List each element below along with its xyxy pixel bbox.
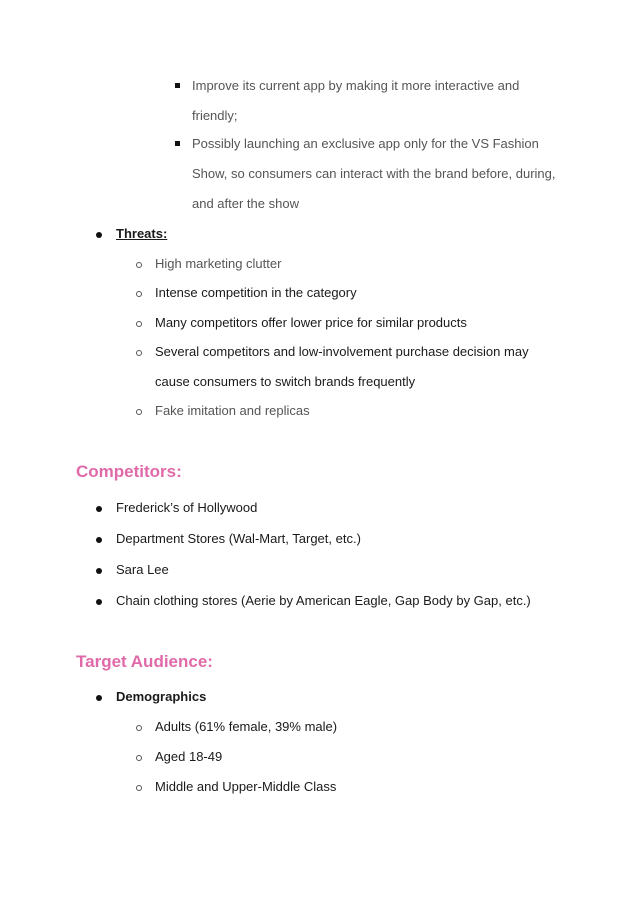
threat-item: Intense competition in the category xyxy=(155,285,357,300)
opportunity-item-continuation: Show, so consumers can interact with the brand before, during, xyxy=(192,166,556,181)
circle-bullet-icon xyxy=(136,262,142,268)
bullet-dot-icon xyxy=(96,537,102,543)
bullet-dot-icon xyxy=(96,599,102,605)
demographic-item: Middle and Upper-Middle Class xyxy=(155,779,337,794)
bullet-dot-icon xyxy=(96,232,102,238)
demographic-item: Aged 18-49 xyxy=(155,749,223,764)
circle-bullet-icon xyxy=(136,785,142,791)
circle-bullet-icon xyxy=(136,321,142,327)
threat-item: Fake imitation and replicas xyxy=(155,403,310,418)
opportunity-item: Improve its current app by making it more interactive and xyxy=(192,78,520,93)
competitor-item: Frederick’s of Hollywood xyxy=(116,500,258,515)
demographic-item: Adults (61% female, 39% male) xyxy=(155,719,338,734)
threat-item-continuation: cause consumers to switch brands frequently xyxy=(155,374,416,389)
demographics-label: Demographics xyxy=(116,689,207,704)
circle-bullet-icon xyxy=(136,755,142,761)
threat-item: Many competitors offer lower price for similar products xyxy=(155,315,467,330)
square-bullet-icon xyxy=(175,141,180,146)
competitor-item: Chain clothing stores (Aerie by American Eagle, Gap Body by Gap, etc.) xyxy=(116,593,531,608)
circle-bullet-icon xyxy=(136,409,142,415)
competitor-item: Sara Lee xyxy=(116,562,169,577)
threat-item: High marketing clutter xyxy=(155,256,282,271)
bullet-dot-icon xyxy=(96,695,102,701)
bullet-dot-icon xyxy=(96,506,102,512)
opportunity-item: Possibly launching an exclusive app only for the VS Fashion xyxy=(192,136,539,151)
threats-label: Threats: xyxy=(116,226,168,241)
target-audience-heading: Target Audience: xyxy=(76,652,213,671)
threat-item: Several competitors and low-involvement purchase decision may xyxy=(155,344,529,359)
circle-bullet-icon xyxy=(136,291,142,297)
square-bullet-icon xyxy=(175,83,180,88)
circle-bullet-icon xyxy=(136,725,142,731)
opportunity-item-continuation: friendly; xyxy=(192,108,238,123)
competitor-item: Department Stores (Wal-Mart, Target, etc.) xyxy=(116,531,361,546)
competitors-heading: Competitors: xyxy=(76,462,182,481)
bullet-dot-icon xyxy=(96,568,102,574)
opportunity-item-continuation: and after the show xyxy=(192,196,299,211)
circle-bullet-icon xyxy=(136,350,142,356)
